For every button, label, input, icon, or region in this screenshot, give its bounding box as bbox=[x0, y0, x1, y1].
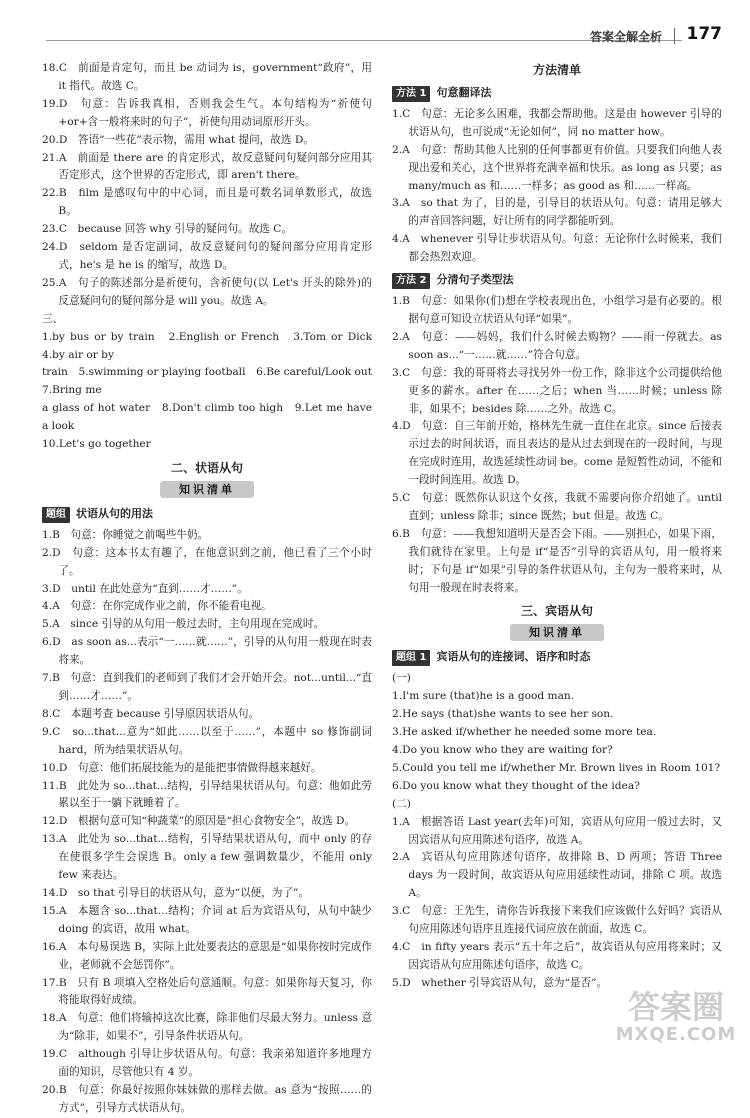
method1-answers bbox=[392, 106, 722, 267]
method1-heading bbox=[392, 85, 722, 102]
answer-item: 19.D 句意：告诉我真相，否则我会生气。本句结构为“祈使句+or+含一般将来时的句子”，祈使句用动词原形开头。 bbox=[42, 97, 372, 128]
watermark-logo bbox=[610, 990, 742, 1050]
answer-item: 12.D 根据句意可知“种蔬菜”的原因是“担心食物安全”，故选 D。 bbox=[42, 815, 356, 828]
answer-item: 6.D as soon as...表示“一……就……”，引导的从句用一般现在时表将来。 bbox=[42, 636, 372, 667]
answer-item: a glass of hot water 8.Don't climb too high 9.Let me have a look bbox=[42, 402, 372, 433]
answer-item: 3.C 句意：王先生，请你告诉我接下来我们应该做什么好吗？宾语从句应用陈述句语序且连接代词应放在前面，故选 C。 bbox=[392, 905, 722, 936]
part3-heading: 三、 bbox=[42, 312, 64, 325]
answer-item: 1.B 句意：如果你(们)想在学校表现出色，小组学习是有必要的。根据句意可知设立状语从句译“如果”。 bbox=[392, 295, 722, 325]
answer-item: 9.C so...that...意为“如此……以至于……”，本题中 so 修饰副词 hard，所为结果状语从句。 bbox=[42, 725, 372, 756]
method2-answers bbox=[392, 293, 722, 597]
answer-item: 22.B film 是感叹句中的中心词，而且是可数名词单数形式，故选 B。 bbox=[42, 187, 372, 218]
knowledge-banner: 知识清单 bbox=[160, 481, 254, 498]
section-title-methods: 方法清单 bbox=[532, 63, 581, 77]
answer-item: 18.A 句意：他们将输掉这次比赛，除非他们尽最大努力。unless 意为“除非，如果不”，引导条件状语从句。 bbox=[42, 1012, 372, 1043]
answer-item: 5.C 句意：既然你认识这个女孩，我就不需要向你介绍她了。until 直到；unless 除非；since 既然；but 但是。故选 C。 bbox=[392, 492, 722, 522]
answer-item: 20.D 答语“一些花”表示物，需用 what 提问，故选 D。 bbox=[42, 133, 314, 146]
answer-item: 19.C although 引导让步状语从句。句意：我亲弟知道许多地理方面的知识，尽管他只有 4 岁。 bbox=[42, 1048, 372, 1079]
answer-item: 10.D 句意：他们拓展技能为的是能把事情做得越来越好。 bbox=[42, 761, 322, 774]
answer-item: 18.C 前面是肯定句，而且 be 动词为 is，government“政府”，用 it 指代。故选 C。 bbox=[42, 62, 372, 92]
answer-item: 15.A 本题含 so...that...结构；介词 at 后为宾语从句，从句中缺少 doing 的宾语，故用 what。 bbox=[42, 904, 372, 935]
answer-item: 10.Let's go together bbox=[42, 438, 151, 451]
answer-item: 5.Could you tell me if/whether Mr. Brown lives in Room 101? bbox=[392, 761, 721, 774]
answer-item: 1.B 句意：你睡觉之前喝些牛奶。 bbox=[42, 528, 209, 541]
answer-item: 4.A whenever 引导让步状语从句。句意：无论你什么时候来，我们都会热烈欢迎。 bbox=[392, 233, 722, 264]
sub2-answers bbox=[392, 814, 722, 993]
answer-item: 11.B 此处为 so...that...结构，引导结果状语从句。句意：他如此劳累以至于一躺下就睡着了。 bbox=[42, 779, 372, 810]
answer-item: 8.C 本题考查 because 引导原因状语从句。 bbox=[42, 707, 260, 720]
answer-item: 2.D 句意：这本书太有趣了，在他意识到之前，他已看了三个小时了。 bbox=[42, 546, 372, 577]
answer-item: 2.A 句意：帮助其他人比别的任何事都更有价值。只要我们向他人表现出爱和关心，这个世界将充满幸福和快乐。as long as 只要；as many/much as 和……一样多；as good as 和……一样高。 bbox=[392, 143, 722, 192]
watermark-line2: MXQE.COM bbox=[615, 1024, 737, 1045]
answer-item: 3.D until 在此处意为“直到……才……”。 bbox=[42, 582, 248, 595]
answer-item: 6.B 句意：——我想知道明天是否会下雨。——别担心，如果下雨，我们就待在家里。上句是 if“是否”引导的宾语从句，用一般将来时；下句是 if“如果”引导的条件状语从句，主句为一般将来时，从句用一般现在时表将来。 bbox=[392, 527, 722, 594]
answer-item: 24.D seldom 是否定副词，故反意疑问句的疑问部分应用肯定形式，he's 是 he is 的缩写，故选 D。 bbox=[42, 241, 372, 271]
header-label: 答案全解全析 bbox=[589, 30, 662, 44]
part3-answers bbox=[42, 329, 383, 454]
answer-item: 14.D so that 引导目的状语从句，意为“以便，为了”。 bbox=[42, 886, 310, 899]
answer-item: 1.I'm sure (that)he is a good man. bbox=[392, 690, 575, 703]
group1-heading bbox=[392, 649, 722, 666]
watermark-line1: 答案圈 bbox=[627, 988, 724, 1026]
group-tag: 题组 bbox=[42, 507, 70, 523]
answers-top-list bbox=[42, 60, 372, 311]
answer-item: 4.Do you know who they are waiting for? bbox=[392, 744, 613, 756]
method1-title: 句意翻译法 bbox=[436, 85, 492, 99]
answer-item: 1.C 句意：无论多么困难，我都会帮助他。这是由 however 引导的状语从句，也可说成“无论如何”，同 no matter how。 bbox=[392, 107, 722, 138]
method1-tag: 方法 1 bbox=[392, 86, 430, 102]
header-separator bbox=[674, 28, 675, 44]
answer-item: train 5.swimming or playing football 6.Be careful/Look out 7.Bring me bbox=[42, 366, 383, 397]
right-column bbox=[392, 60, 722, 993]
sub-heading-1: (一) bbox=[392, 672, 411, 685]
knowledge-banner-2: 知识清单 bbox=[510, 624, 604, 641]
answer-item: 4.D 句意：自三年前开始，格林先生就一直住在北京。since 后接表示过去的时间状语，而且表达的是从过去到现在的一段时间，与现在完成时连用，故选延续性动词 be。come 是短暂性动词，不能和一段时间连用。故选 D。 bbox=[392, 420, 722, 487]
sub-heading-2: (二) bbox=[392, 797, 411, 810]
header-rule bbox=[46, 40, 682, 41]
answer-item: 23.C because 回答 why 引导的疑问句。故选 C。 bbox=[42, 223, 292, 236]
method2-heading bbox=[392, 272, 722, 289]
group-heading bbox=[42, 506, 372, 523]
answer-item: 4.A 句意：在你完成作业之前，你不能看电视。 bbox=[42, 600, 272, 613]
group1-title: 宾语从句的连接词、语序和时态 bbox=[436, 650, 591, 664]
answer-item: 20.B 句意：你最好按照你妹妹做的那样去做。as 意为“按照……的方式”，引导方式状语从句。 bbox=[42, 1083, 372, 1114]
answer-item: 7.B 句意：直到我们的老师到了我们才会开始开会。not...until...“直到……才……”。 bbox=[42, 672, 372, 702]
answer-item: 1.by bus or by train 2.English or French 3.Tom or Dick 4.by air or by bbox=[42, 330, 383, 361]
answer-item: 4.C in fifty years 表示“五十年之后”，故宾语从句应用将来时；又因宾语从句应用陈述句语序，故选 C。 bbox=[392, 940, 722, 971]
answer-item: 2.A 宾语从句应用陈述句语序，故排除 B、D 两项；答语 Three days 为一段时间，故宾语从句应用延续性动词，排除 C 项。故选 A。 bbox=[392, 851, 722, 900]
answer-item: 21.A 前面是 there are 的肯定形式，故反意疑问句疑问部分应用其否定形式，这个世界的否定形式，即 aren't there。 bbox=[42, 151, 372, 182]
adverbial-answers-list bbox=[42, 527, 372, 1118]
answer-item: 13.A 此处为 so...that...结构，引导结果状语从句，而中 only 的存在使很多学生会误选 B。only a few 强调数量少，不能用 only few 来表达。 bbox=[42, 833, 372, 882]
section-title-adverbial: 二、状语从句 bbox=[170, 460, 243, 475]
group1-tag: 题组 1 bbox=[392, 650, 430, 666]
page-number: 177 bbox=[686, 24, 722, 44]
answer-item: 3.A so that 为了，目的是，引导目的状语从句。句意：请用足够大的声音回答问题，好让所有的同学都能听到。 bbox=[392, 197, 722, 228]
answer-item: 25.A 句子的陈述部分是祈使句，含祈使句(以 Let's 开头的除外)的反意疑问句的疑问部分是 will you。故选 A。 bbox=[42, 276, 372, 307]
answer-item: 6.Do you know what they thought of the idea? bbox=[392, 779, 640, 792]
left-column bbox=[42, 60, 383, 1118]
answer-item: 2.He says (that)she wants to see her son. bbox=[392, 708, 614, 721]
method2-tag: 方法 2 bbox=[392, 273, 430, 289]
answer-item: 5.A since 引导的从句用一般过去时，主句用现在完成时。 bbox=[42, 618, 325, 631]
answer-item: 2.A 句意：——妈妈，我们什么时候去购物？——雨一停就去。as soon as...“一……就……”符合句意。 bbox=[392, 330, 722, 361]
group-title: 状语从句的用法 bbox=[76, 506, 153, 520]
answer-item: 5.D whether 引导宾语从句，意为“是否”。 bbox=[392, 976, 608, 989]
sub1-answers bbox=[392, 688, 722, 795]
section-title-object: 三、宾语从句 bbox=[520, 604, 593, 619]
answer-item: 3.C 句意：我的哥哥将去寻找另外一份工作，除非这个公司提供给他更多的薪水。after 在……之后；when 当……时候；unless 除非，如果不；besides 除……之外。故选 C。 bbox=[392, 366, 722, 415]
answer-item: 3.He asked if/whether he needed some more tea. bbox=[392, 726, 657, 739]
page-header bbox=[0, 0, 750, 52]
answer-item: 16.A 本句易误选 B，实际上此处要表达的意思是“如果你按时完成作业，老师就不会惩罚你”。 bbox=[42, 940, 372, 971]
answer-item: 1.A 根据答语 Last year(去年)可知，宾语从句应用一般过去时，又因宾语从句应用陈述句语序，故选 A。 bbox=[392, 815, 722, 846]
method2-title: 分清句子类型法 bbox=[436, 273, 514, 287]
answer-item: 17.B 只有 B 项填入空格处后句意通顺。句意：如果你每天复习，你将能取得好成绩。 bbox=[42, 976, 372, 1007]
